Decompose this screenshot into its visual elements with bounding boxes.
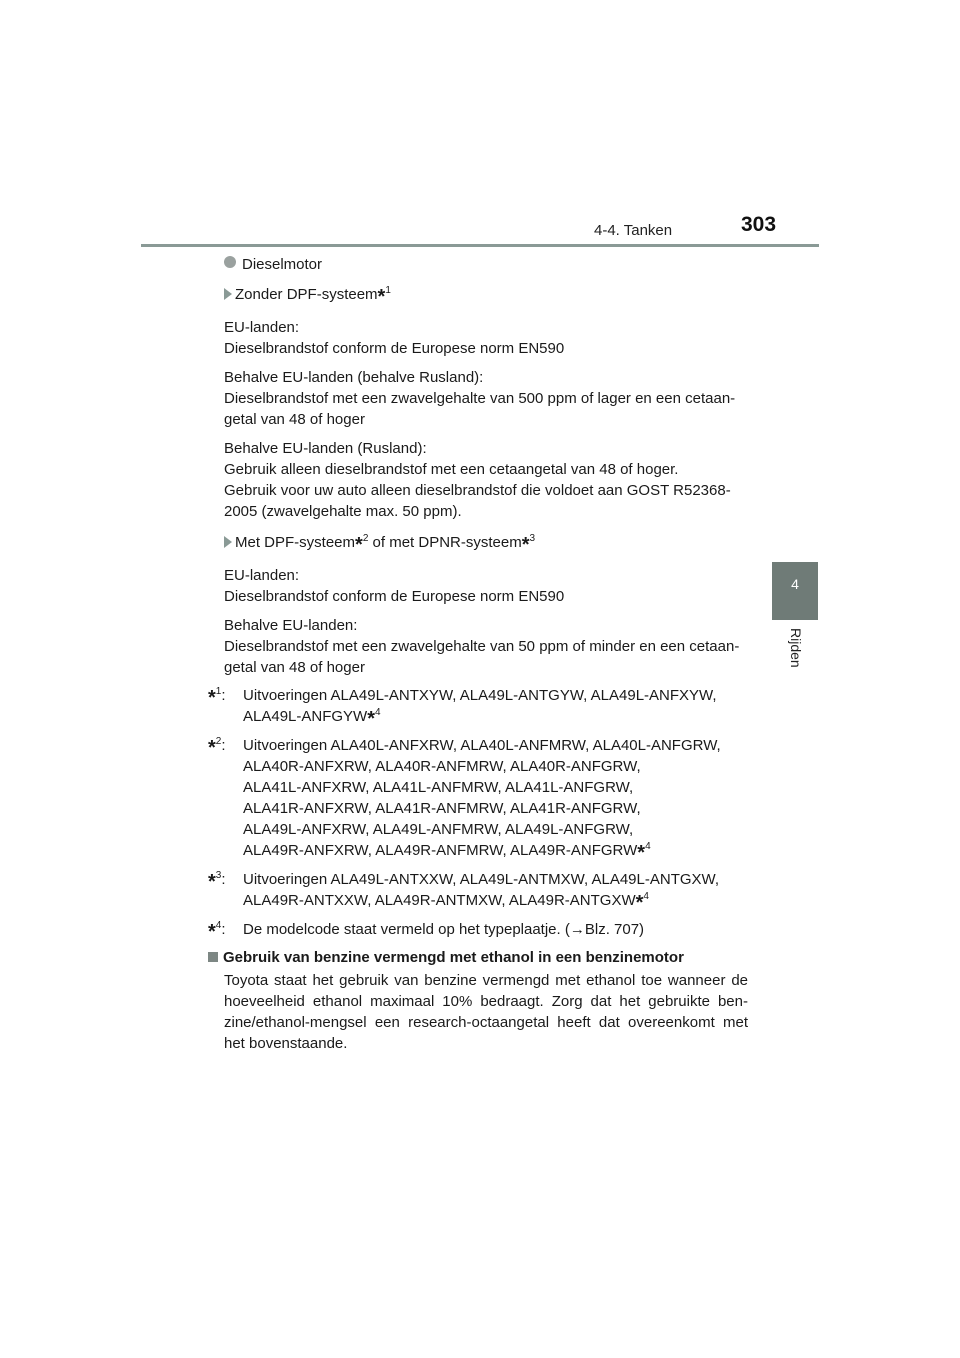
footnote-2-line3: ALA41L-ANFXRW, ALA41L-ANFMRW, ALA41L-ANFGRW, bbox=[243, 779, 634, 796]
footnote-4-num: 4 bbox=[215, 920, 222, 931]
square-bullet-icon bbox=[208, 952, 218, 962]
sub-heading-with-dpf bbox=[224, 532, 748, 556]
footnote-2-line5: ALA49L-ANFXRW, ALA49L-ANFMRW, ALA49L-ANFGRW, bbox=[243, 821, 634, 838]
p4-line2: Dieselbrandstof conform de Europese norm EN590 bbox=[224, 588, 565, 605]
p2-line2: Dieselbrandstof met een zwavelgehalte van 500 ppm of lager en een cetaan- bbox=[224, 390, 736, 407]
footnote-3-line2-row bbox=[243, 890, 748, 914]
asterisk-mark: * bbox=[367, 708, 376, 730]
footnote-mark: *$^4$: bbox=[208, 920, 226, 943]
sub2-ref-a: 2 bbox=[362, 533, 369, 544]
footnote-2-line6-row bbox=[243, 840, 748, 864]
footnote-1-line1: Uitvoeringen ALA49L-ANTXYW, ALA49L-ANTGYW, ALA49L-ANFXYW, bbox=[243, 687, 717, 704]
paragraph-eu-2 bbox=[224, 565, 748, 607]
p1-line1: EU-landen: bbox=[224, 319, 300, 336]
asterisk-mark: * bbox=[637, 842, 646, 864]
sub1-ref: 1 bbox=[385, 285, 391, 296]
ethanol-heading-row bbox=[208, 947, 748, 968]
footnote-mark: *$^1$: bbox=[208, 686, 226, 709]
chapter-tab-label bbox=[782, 628, 808, 688]
ethanol-body: Toyota staat het gebruik van benzine vermengd met ethanol toe wanneer de hoeveelheid ethanol maximaal 10% bedraagt. Zorg dat het gebruikte ben-zine/ethanol-mengsel een research-octaangetal heeft dat overeenkomt met het bovenstaande. bbox=[224, 972, 748, 1052]
paragraph-non-eu-2 bbox=[224, 615, 748, 678]
p3-line4: 2005 (zwavelgehalte max. 50 ppm). bbox=[224, 503, 462, 520]
asterisk-mark: * bbox=[208, 871, 216, 893]
asterisk-mark: * bbox=[208, 737, 216, 759]
footnote-3 bbox=[208, 869, 748, 914]
chapter-tab-number: 4 bbox=[772, 562, 818, 620]
footnote-1-ref: 4 bbox=[375, 707, 381, 718]
triangle-bullet-icon bbox=[224, 536, 232, 548]
p5-line1: Behalve EU-landen: bbox=[224, 617, 358, 634]
footnote-2-line1: Uitvoeringen ALA40L-ANFXRW, ALA40L-ANFMRW, ALA40L-ANFGRW, bbox=[243, 737, 721, 754]
footnote-1-line2-row bbox=[243, 706, 748, 730]
paragraph-non-eu bbox=[224, 367, 748, 430]
asterisk-mark: * bbox=[635, 892, 644, 914]
page-number: 303 bbox=[741, 213, 777, 236]
footnote-1-line2: ALA49L-ANFGYW bbox=[243, 708, 368, 725]
footnote-3-ref: 4 bbox=[643, 891, 649, 902]
diesel-heading: Dieselmotor bbox=[242, 256, 323, 273]
asterisk-mark: * bbox=[208, 921, 216, 943]
sub-heading-without-dpf bbox=[224, 284, 748, 308]
p3-line3: Gebruik voor uw auto alleen dieselbrandstof die voldoet aan GOST R52368- bbox=[224, 482, 731, 499]
asterisk-mark: * bbox=[377, 286, 386, 308]
main-content bbox=[208, 254, 748, 1069]
ethanol-heading: Gebruik van benzine vermengd met ethanol in een benzinemotor bbox=[223, 949, 684, 966]
sub2-label-b: of met DPNR-systeem bbox=[368, 534, 522, 551]
asterisk-mark: * bbox=[208, 687, 216, 709]
paragraph-russia bbox=[224, 438, 748, 522]
p2-line3: getal van 48 of hoger bbox=[224, 411, 365, 428]
p1-line2: Dieselbrandstof conform de Europese norm EN590 bbox=[224, 340, 565, 357]
chapter-label-text: Rijden bbox=[788, 628, 804, 668]
sub2-label-a: Met DPF-systeem bbox=[235, 534, 356, 551]
triangle-bullet-icon bbox=[224, 288, 232, 300]
p2-line1: Behalve EU-landen (behalve Rusland): bbox=[224, 369, 484, 386]
footnote-2-line2: ALA40R-ANFXRW, ALA40R-ANFMRW, ALA40R-ANFGRW, bbox=[243, 758, 641, 775]
footnote-1-num: 1 bbox=[215, 686, 222, 697]
bullet-dot-icon bbox=[224, 256, 236, 268]
p5-line2: Dieselbrandstof met een zwavelgehalte van 50 ppm of minder en een cetaan- bbox=[224, 638, 740, 655]
footnote-4 bbox=[208, 919, 748, 943]
asterisk-mark: * bbox=[521, 534, 530, 556]
footnote-4-line1: De modelcode staat vermeld op het typeplaatje. (→Blz. 707) bbox=[243, 921, 645, 938]
footnote-2-ref: 4 bbox=[645, 841, 651, 852]
footnote-3-line2: ALA49R-ANTXXW, ALA49R-ANTMXW, ALA49R-ANTGXW bbox=[243, 892, 636, 909]
sub1-label: Zonder DPF-systeem bbox=[235, 286, 378, 303]
footnote-2-num: 2 bbox=[215, 736, 222, 747]
paragraph-eu bbox=[224, 317, 748, 359]
sub2-ref-b: 3 bbox=[529, 533, 536, 544]
footnote-mark: *$^2$: bbox=[208, 736, 226, 759]
footnote-1 bbox=[208, 685, 748, 730]
footnote-3-num: 3 bbox=[215, 870, 222, 881]
asterisk-mark: * bbox=[355, 534, 363, 556]
footnote-3-line1: Uitvoeringen ALA49L-ANTXXW, ALA49L-ANTMXW, ALA49L-ANTGXW, bbox=[243, 871, 720, 888]
p3-line1: Behalve EU-landen (Rusland): bbox=[224, 440, 427, 457]
footnote-mark: *$^3$: bbox=[208, 870, 226, 893]
header-divider bbox=[141, 244, 819, 247]
section-title: 4-4. Tanken bbox=[594, 222, 673, 239]
p3-line2: Gebruik alleen dieselbrandstof met een cetaangetal van 48 of hoger. bbox=[224, 461, 679, 478]
footnote-2-line4: ALA41R-ANFXRW, ALA41R-ANFMRW, ALA41R-ANFGRW, bbox=[243, 800, 641, 817]
p4-line1: EU-landen: bbox=[224, 567, 300, 584]
p5-line3: getal van 48 of hoger bbox=[224, 659, 365, 676]
footnote-2 bbox=[208, 735, 748, 864]
footnote-2-line6: ALA49R-ANFXRW, ALA49R-ANFMRW, ALA49R-ANFGRW bbox=[243, 842, 638, 859]
heading-row bbox=[208, 254, 748, 275]
